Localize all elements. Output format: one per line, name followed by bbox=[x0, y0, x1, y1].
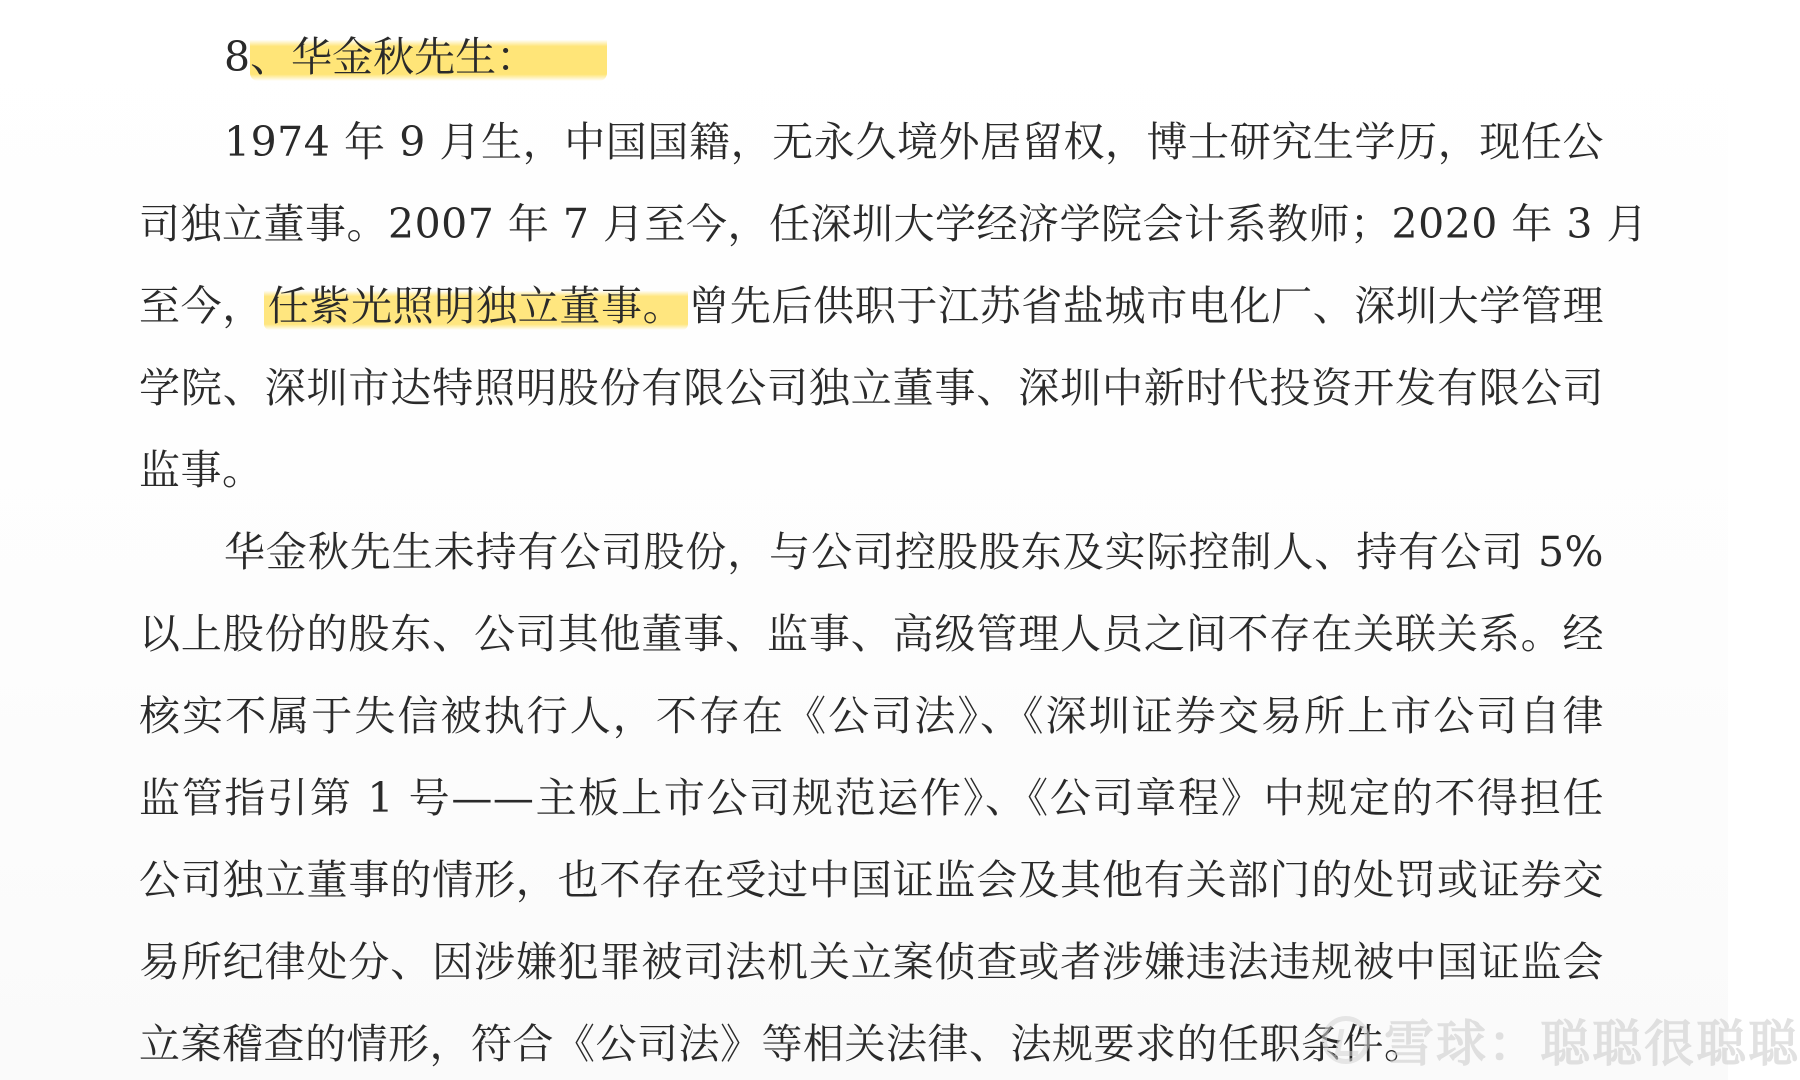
para2-line1: 华金秋先生未持有公司股份，与公司控股股东及实际控制人、持有公司 5% bbox=[224, 528, 1604, 576]
para2-line4: 监管指引第 1 号——主板上市公司规范运作》、《公司章程》中规定的不得担任 bbox=[139, 774, 1604, 822]
para1-line5: 监事。 bbox=[139, 446, 264, 494]
para2-line7: 立案稽查的情形，符合《公司法》等相关法律、法规要求的任职条件。 bbox=[139, 1020, 1426, 1068]
para1-line2: 司独立董事。2007 年 7 月至今，任深圳大学经济学院会计系教师；2020 年 3 月 bbox=[139, 200, 1649, 248]
watermark bbox=[1322, 1010, 1800, 1073]
para1-line3 bbox=[139, 276, 1604, 336]
section-heading bbox=[224, 27, 607, 87]
para1-line4: 学院、深圳市达特照明股份有限公司独立董事、深圳中新时代投资开发有限公司 bbox=[139, 364, 1604, 412]
para1-line3-start: 至今， bbox=[139, 282, 264, 330]
para2-line5: 公司独立董事的情形，也不存在受过中国证监会及其他有关部门的处罚或证券交 bbox=[139, 856, 1604, 904]
highlighted-text: 任紫光照明独立董事。 bbox=[264, 282, 688, 330]
snowball-logo-icon bbox=[1322, 1016, 1370, 1064]
para2-line2: 以上股份的股东、公司其他董事、监事、高级管理人员之间不存在关联关系。经 bbox=[139, 610, 1604, 658]
person-name-highlight: 、华金秋先生： bbox=[250, 33, 607, 81]
para2-line3: 核实不属于失信被执行人，不存在《公司法》、《深圳证券交易所上市公司自律 bbox=[139, 692, 1604, 740]
para1-line3-end: 曾先后供职于江苏省盐城市电化厂、深圳大学管理 bbox=[688, 282, 1605, 330]
section-number: 8 bbox=[224, 33, 251, 81]
para1-line1: 1974 年 9 月生，中国国籍，无永久境外居留权，博士研究生学历，现任公 bbox=[224, 118, 1604, 166]
watermark-text: 雪球：聪聪很聪聪 bbox=[1384, 1015, 1800, 1073]
para2-line6: 易所纪律处分、因涉嫌犯罪被司法机关立案侦查或者涉嫌违法违规被中国证监会 bbox=[139, 938, 1604, 986]
